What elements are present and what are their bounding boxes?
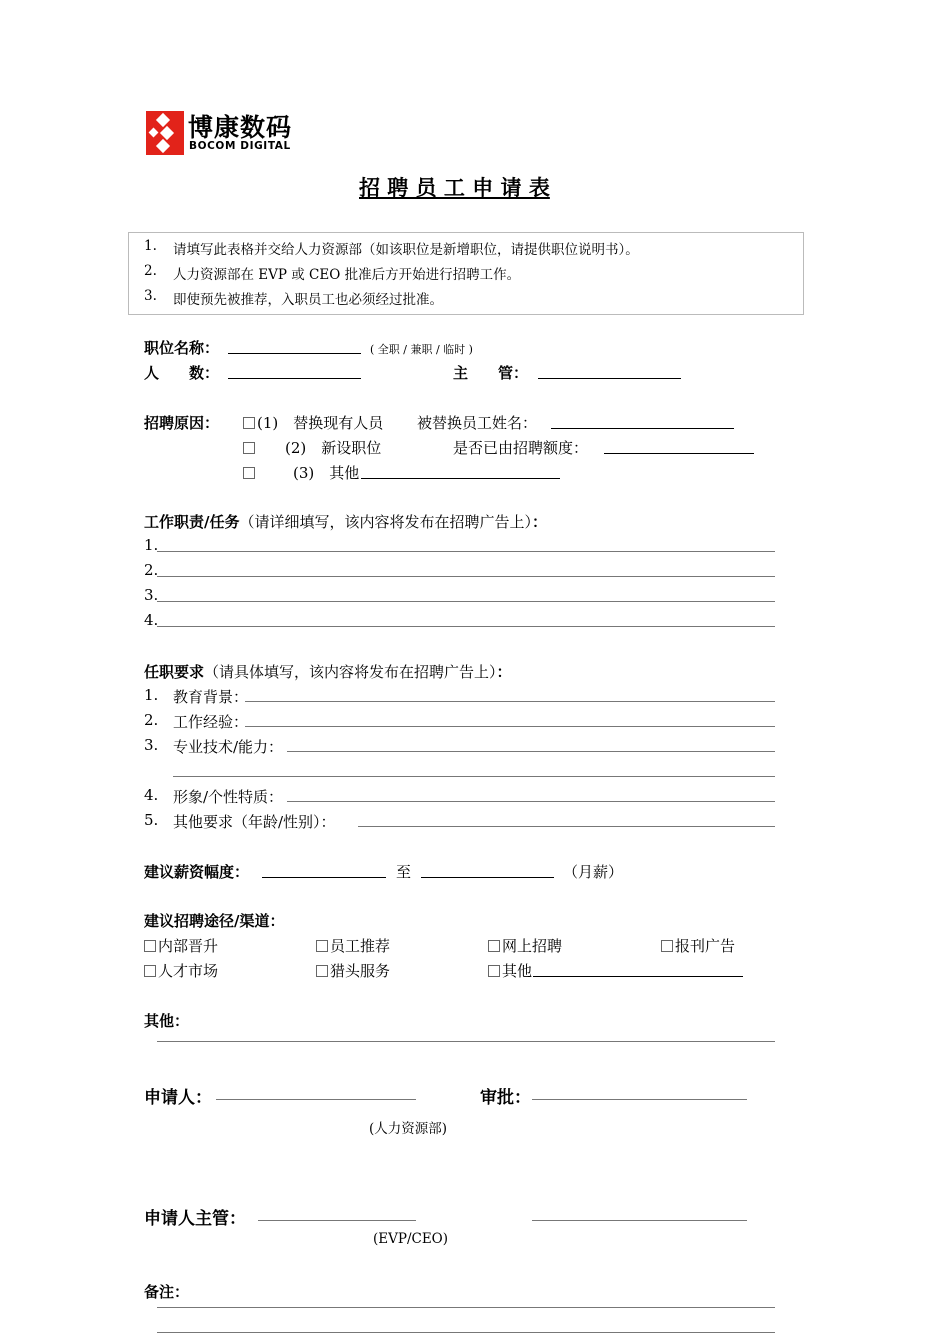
- checkbox-other-channel[interactable]: [488, 965, 500, 977]
- salary-max-field[interactable]: [421, 877, 554, 878]
- other-reason-field[interactable]: [361, 478, 560, 479]
- channel-newspaper-label: 报刊广告: [675, 937, 736, 955]
- duties-heading: [144, 511, 547, 532]
- remarks-field-2[interactable]: [157, 1332, 775, 1333]
- logo-mark-icon: [146, 111, 184, 155]
- reason-option-replace[interactable]: [243, 412, 383, 433]
- duties-heading-note: （请详细填写，该内容将发布在招聘广告上）: [239, 513, 532, 531]
- supervisor-label: 主 管：: [453, 364, 529, 382]
- requirements-heading: [144, 661, 512, 682]
- position-name-field[interactable]: [228, 353, 361, 354]
- duty-item-4-num: 4.: [144, 611, 159, 629]
- headcount-field[interactable]: [228, 378, 361, 379]
- req-4-label: 形象/个性特质：: [173, 788, 284, 806]
- supervisor-field[interactable]: [538, 378, 681, 379]
- checkbox-other-reason[interactable]: [243, 467, 255, 479]
- channel-referral-label: 员工推荐: [330, 937, 391, 955]
- reason-label: 招聘原因：: [144, 414, 220, 432]
- duty-item-2-field[interactable]: [157, 576, 775, 577]
- duty-item-2-num: 2.: [144, 561, 159, 579]
- evp-ceo-note: (EVP/CEO): [373, 1231, 449, 1247]
- reason-option-new-label: (2) 新设职位: [285, 439, 382, 457]
- reason-option-replace-label: (1) 替换现有人员: [257, 414, 384, 432]
- position-type-options: ( 全职 / 兼职 / 临时 ): [370, 343, 473, 356]
- duty-item-1-num: 1.: [144, 536, 159, 554]
- instruction-3-num: 3.: [144, 288, 157, 304]
- company-logo: [146, 110, 296, 156]
- requirements-heading-title: 任职要求: [144, 663, 205, 681]
- requirements-heading-note: （请具体填写，该内容将发布在招聘广告上）: [204, 663, 497, 681]
- reason-option-new[interactable]: [243, 437, 381, 458]
- req-5-num: 5.: [144, 811, 159, 829]
- req-5-field[interactable]: [358, 826, 775, 827]
- reason-option-other[interactable]: [243, 462, 359, 483]
- requirements-heading-colon: ：: [496, 663, 512, 681]
- salary-unit-label: （月薪）: [563, 863, 624, 881]
- salary-label: 建议薪资幅度：: [144, 863, 250, 881]
- applicant-label: 申请人：: [144, 1088, 212, 1108]
- duties-heading-title: 工作职责/任务: [144, 513, 240, 531]
- req-3-num: 3.: [144, 736, 159, 754]
- channels-label: 建议招聘途径/渠道：: [144, 912, 285, 930]
- req-4-field[interactable]: [287, 801, 775, 802]
- req-1-label: 教育背景：: [173, 688, 249, 706]
- logo-text-cn: 博康数码: [188, 113, 293, 142]
- duty-item-4-field[interactable]: [157, 626, 775, 627]
- channel-headhunter[interactable]: [316, 960, 390, 981]
- checkbox-internal[interactable]: [144, 940, 156, 952]
- channel-other[interactable]: [488, 960, 532, 981]
- req-3-field[interactable]: [287, 751, 775, 752]
- other-label: 其他：: [144, 1012, 190, 1030]
- instruction-2-num: 2.: [144, 263, 157, 279]
- reason-option-other-label: (3) 其他: [293, 464, 360, 482]
- channel-internal-label: 内部晋升: [158, 937, 219, 955]
- channel-talent-market-label: 人才市场: [158, 962, 219, 980]
- applicant-supervisor-signature-field[interactable]: [258, 1220, 416, 1221]
- applicant-supervisor-label: 申请人主管：: [144, 1209, 246, 1229]
- salary-to-label: 至: [396, 863, 412, 881]
- req-1-field[interactable]: [245, 701, 775, 702]
- logo-text-en: BOCOM DIGITAL: [189, 140, 291, 152]
- duty-item-1-field[interactable]: [157, 551, 775, 552]
- remarks-field-1[interactable]: [157, 1307, 775, 1308]
- instruction-3-text: 即使预先被推荐，入职员工也必须经过批准。: [173, 292, 443, 308]
- channel-online[interactable]: [488, 935, 562, 956]
- channel-talent-market[interactable]: [144, 960, 218, 981]
- salary-min-field[interactable]: [262, 877, 386, 878]
- channel-internal[interactable]: [144, 935, 218, 956]
- checkbox-newspaper[interactable]: [661, 940, 673, 952]
- duty-item-3-field[interactable]: [157, 601, 775, 602]
- channel-other-label: 其他: [502, 962, 533, 980]
- hr-note: (人力资源部): [369, 1121, 448, 1137]
- replaced-employee-field[interactable]: [551, 428, 734, 429]
- checkbox-new-position[interactable]: [243, 442, 255, 454]
- checkbox-talent-market[interactable]: [144, 965, 156, 977]
- req-3-field-extra[interactable]: [173, 776, 775, 777]
- checkbox-referral[interactable]: [316, 940, 328, 952]
- quota-field[interactable]: [604, 453, 754, 454]
- approval-label: 审批：: [480, 1088, 531, 1108]
- other-channel-field[interactable]: [533, 976, 743, 977]
- page-title: 招 聘 员 工 申 请 表: [359, 175, 550, 200]
- req-4-num: 4.: [144, 786, 159, 804]
- channel-newspaper[interactable]: [661, 935, 735, 956]
- duty-item-3-num: 3.: [144, 586, 159, 604]
- applicant-signature-field[interactable]: [216, 1099, 416, 1100]
- instruction-1-text: 请填写此表格并交给人力资源部（如该职位是新增职位，请提供职位说明书）。: [173, 242, 639, 258]
- channel-headhunter-label: 猎头服务: [330, 962, 391, 980]
- approval-signature-field[interactable]: [532, 1099, 747, 1100]
- req-2-num: 2.: [144, 711, 159, 729]
- req-3-label: 专业技术/能力：: [173, 738, 284, 756]
- position-name-label: 职位名称：: [144, 339, 220, 357]
- channel-referral[interactable]: [316, 935, 390, 956]
- headcount-label: 人 数：: [144, 364, 220, 382]
- req-1-num: 1.: [144, 686, 159, 704]
- duties-heading-colon: ：: [532, 513, 548, 531]
- channel-online-label: 网上招聘: [502, 937, 563, 955]
- req-2-field[interactable]: [245, 726, 775, 727]
- checkbox-headhunter[interactable]: [316, 965, 328, 977]
- req-2-label: 工作经验：: [173, 713, 249, 731]
- quota-label: 是否已由招聘额度：: [453, 439, 589, 457]
- replaced-employee-label: 被替换员工姓名：: [417, 414, 538, 432]
- evp-ceo-signature-field[interactable]: [532, 1220, 747, 1221]
- remarks-label: 备注：: [144, 1283, 190, 1301]
- instruction-2-text: 人力资源部在 EVP 或 CEO 批准后方开始进行招聘工作。: [173, 267, 521, 283]
- instruction-1-num: 1.: [144, 238, 157, 254]
- checkbox-online[interactable]: [488, 940, 500, 952]
- other-field[interactable]: [157, 1041, 775, 1042]
- req-5-label: 其他要求（年龄/性别）：: [173, 813, 336, 831]
- checkbox-replace[interactable]: [243, 417, 255, 429]
